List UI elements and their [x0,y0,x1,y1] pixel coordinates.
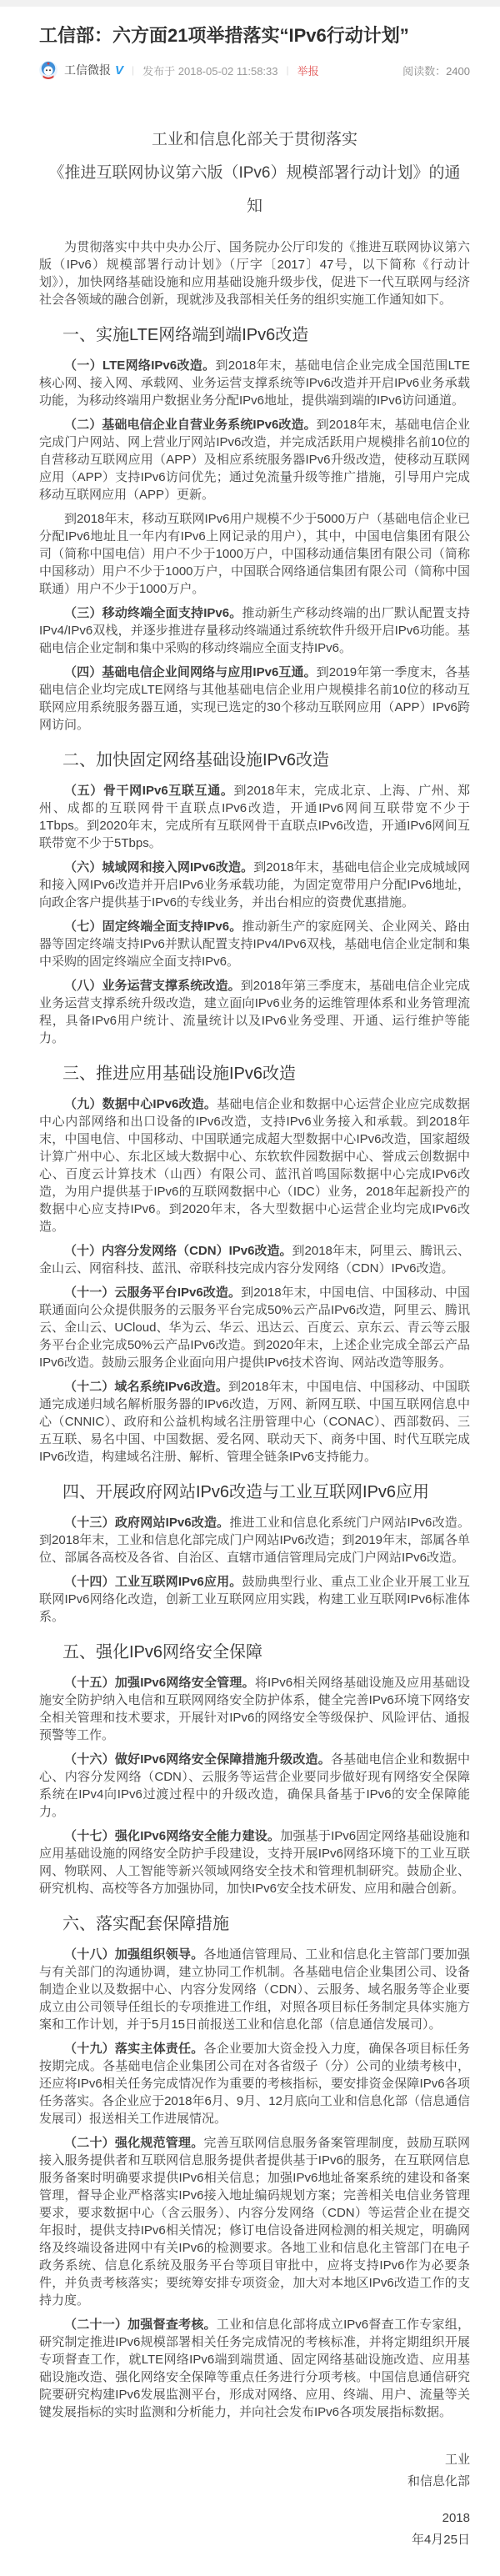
publish-time: 发布于 2018-05-02 11:58:33 [142,64,278,78]
article-paragraph: （一）LTE网络IPv6改造。到2018年末，基础电信企业完成全国范围LTE核心网、接入网、承载网、业务运营支撑系统等IPv6改造并开启IPv6业务承载功能，为移动终端用户数据业务分配IPv6地址，提供端到端的IPv6访问通道。 [39,358,470,408]
article-paragraph: （十三）政府网站IPv6改造。推进工业和信息化系统门户网站IPv6改造。到2018年末，工业和信息化部完成门户网站IPv6改造；到2019年末，部属各单位、部属各高校及各省、自治区、直辖市通信管理局完成门户网站IPv6改造。 [39,1516,470,1565]
article-paragraph: （二）基础电信企业自营业务系统IPv6改造。到2018年末，基础电信企业完成门户网站、网上营业厅网站IPv6改造，并完成活跃用户规模排名前10位的自营移动互联网应用（APP）及相应系统服务器IPv6升级改造，使移动互联网应用（APP）支持IPv6访问优先；通过免流量升级等推广措施，引导用户完成移动互联网应用（APP）更新。 [39,418,470,502]
article-paragraph: 到2018年末，移动互联网IPv6用户规模不少于5000万户（基础电信企业已分配IPv6地址且一年内有IPv6上网记录的用户），其中，中国电信集团有限公司（简称中国电信）用户不少于1000万户，中国移动通信集团有限公司（简称中国移动）用户不少于1000万户，中国联合网络通信集团有限公司（简称中国联通）用户不少于1000万户。 [39,512,470,596]
author-avatar[interactable] [39,61,58,79]
article-paragraph: （六）城域网和接入网IPv6改造。到2018年末，基础电信企业完成城域网和接入网IPv6改造并开启IPv6业务承载功能，为固定宽带用户分配IPv6地址，向政企客户提供基于IPv6的专线业务，并出台相应的资费优惠措施。 [39,860,471,910]
paragraph-lead: （十）内容分发网络（CDN）IPv6改造。 [64,1244,292,1258]
page-top-strip [0,0,500,7]
paragraph-lead: （十七）强化IPv6网络安全能力建设。 [64,1829,281,1843]
paragraph-lead: （三）移动终端全面支持IPv6。 [64,606,242,620]
article-paragraph: （八）业务运营支撑系统改造。到2018年第三季度末，基础电信企业完成业务运营支撑系统升级改造，建立面向IPv6业务的运维管理体系和业务管理流程，具备IPv6用户统计、流量统计以及IPv6业务受理、开通、运行维护等能力。 [39,979,470,1045]
section-heading: 四、开展政府网站IPv6改造与工业互联网IPv6应用 [62,1483,430,1501]
signature-date [39,2508,470,2551]
section-heading: 二、加快固定网络基础设施IPv6改造 [62,751,330,769]
paragraph-lead: （十九）落实主体责任。 [64,2042,204,2056]
article-container [0,23,500,2576]
article-body [39,238,470,2551]
sections [39,323,470,2421]
document-title [48,123,462,223]
report-link[interactable]: 举报 [297,64,319,78]
intro-paragraph: 为贯彻落实中共中央办公厅、国务院办公厅印发的《推进互联网协议第六版（IPv6）规模部署行动计划》（厅字〔2017〕47号，以下简称《行动计划》），加快网络基础设施和应用基础设施升级步伐，促进下一代互联网与经济社会各领域的融合创新，现就涉及我部相关任务的组织实施工作通知如下。 [39,240,470,307]
article-paragraph: （九）数据中心IPv6改造。基础电信企业和数据中心运营企业应完成数据中心内部网络和出口设备的IPv6改造，支持IPv6业务接入和承载。到2018年末，中国电信、中国移动、中国联通完成超大型数据中心IPv6改造，国家超级计算广州中心、东北区域大数据中心、东软软件园数据中心、誉成云创数据中心、百度云计算技术（山西）有限公司、蓝汛首鸣国际数据中心完成IPv6改造，为用户提供基于IPv6的互联网数据中心（IDC）业务，2018年起新投产的数据中心应支持IPv6。到2020年末，各大型数据中心运营企业均完成IPv6改造。 [39,1097,470,1234]
article-paragraph: （十一）云服务平台IPv6改造。到2018年末，中国电信、中国移动、中国联通面向公众提供服务的云服务平台完成50%云产品IPv6改造，阿里云、腾讯云、金山云、UCloud、华为云、华云、迅达云、百度云、京东云、青云等云服务平台企业完成50%云产品IPv6改造。到2020年末，上述企业完成全部云产品IPv6改造。鼓励云服务企业面向用户提供IPv6技术咨询、网站改造等服务。 [39,1285,471,1370]
signature-block [39,2449,470,2551]
document-title-line1: 工业和信息化部关于贯彻落实 [151,131,358,148]
verified-badge: V [115,63,124,78]
article-meta-row [39,60,470,80]
paragraph-lead: （十一）云服务平台IPv6改造。 [64,1285,242,1300]
paragraph-lead: （二十一）加强督查考核。 [64,2318,217,2332]
section-heading: 三、推进应用基础设施IPv6改造 [62,1065,297,1083]
article-paragraph: （十五）加强IPv6网络安全管理。将IPv6相关网络基础设施及应用基础设施安全防护纳入电信和互联网网络安全防护体系，健全完善IPv6环境下网络安全相关管理和技术要求，开展针对IPv6的网络安全等级保护、风险评估、通报预警等工作。 [39,1676,470,1742]
article-paragraph: （四）基础电信企业间网络与应用IPv6互通。到2019年第一季度末，各基础电信企业均完成LTE网络与其他基础电信企业用户规模排名前10位的移动互联网应用系统服务器互通，实现已选定的30个移动互联网应用（APP）IPv6跨网访问。 [39,665,470,732]
article-paragraph: （十六）做好IPv6网络安全保障措施升级改造。各基础电信企业和数据中心、内容分发网络（CDN）、云服务等运营企业要同步做好现有网络安全保障系统在IPv4向IPv6过渡过程中的升级改造，确保具备基于IPv6的安全保障能力。 [39,1752,470,1819]
section-heading: 六、落实配套保障措施 [62,1915,229,1933]
article-paragraph: （五）骨干网IPv6互联互通。到2018年末，完成北京、上海、广州、郑州、成都的互联网骨干直联点IPv6改造，开通IPv6网间互联带宽不少于1Tbps。到2020年末，完成所有互联网骨干直联点IPv6改造，开通IPv6网间互联带宽不少于5Tbps。 [39,784,471,850]
article-paragraph: （二十）强化规范管理。完善互联网信息服务备案管理制度，鼓励互联网接入服务提供者和互联网信息服务提供者提供基于IPv6的服务，在互联网信息服务备案时明确要求提供IPv6相关信息；加强IPv6地址备案系统的建设和备案管理，督导企业严格落实IPv6接入地址编码规划方案；完善相关电信业务管理要求，要求数据中心（含云服务）、内容分发网络（CDN）等运营企业在提交年报时，提供支持IPv6相关情况；修订电信设备进网检测的相关规定，明确网络及终端设备进网中有关IPv6的检测要求。各地工业和信息化主管部门在电子政务系统、信息化系统及服务平台等项目审批中，应将支持IPv6作为必要条件，并负责考核落实；要统筹安排专项资金，加大对本地区IPv6改造工作的支持力度。 [39,2136,470,2308]
article-paragraph: （十九）落实主体责任。各企业要加大资金投入力度，确保各项目标任务按期完成。各基础电信企业集团公司在对各省级子（分）公司的业绩考核中，还应将IPv6相关任务完成情况作为重要的考核指标，要安排资金保障IPv6各项任务落实。各企业应于2018年6月、9月、12月底向工业和信息化部（信息通信发展司）报送相关工作进展情况。 [39,2042,470,2126]
signature-org-line: 和信息化部 [407,2474,470,2488]
signature-org [39,2449,470,2493]
paragraph-lead: （四）基础电信企业间网络与应用IPv6互通。 [64,665,317,679]
article-paragraph: （十八）加强组织领导。各地通信管理局、工业和信息化主管部门要加强与有关部门的沟通协调，建立协同工作机制。各基础电信企业集团公司、设备制造企业以及数据中心、内容分发网络（CDN）、云服务、域名服务等企业要成立由公司领导任组长的专项推进工作组，对照各项目标任务制定具体实施方案和工作计划，并于5月15日前报送工业和信息化部（信息通信发展司）。 [39,1947,470,2032]
document-title-line2: 《推进互联网协议第六版（IPv6）规模部署行动计划》的通知 [48,164,461,215]
signature-date-line: 2018 [442,2511,470,2525]
meta-divider: | [286,64,289,76]
signature-org-line: 工业 [444,2453,470,2467]
section-heading: 一、实施LTE网络端到端IPv6改造 [62,326,309,344]
paragraph-lead: （十四）工业互联网IPv6应用。 [64,1575,242,1589]
paragraph-lead: （六）城域网和接入网IPv6改造。 [64,860,254,875]
paragraph-lead: （十三）政府网站IPv6改造。 [64,1516,230,1530]
paragraph-lead: （十五）加强IPv6网络安全管理。 [64,1676,255,1690]
article-paragraph: （十二）域名系统IPv6改造。到2018年末，中国电信、中国移动、中国联通完成递归域名解析服务器的IPv6改造，万网、新网互联、中国互联网信息中心（CNNIC）、政府和公益机构域名注册管理中心（CONAC）、西部数码、三五互联、易名中国、中国数据、爱名网、联动天下、商务中国、时代互联完成IPv6改造，构建域名注册、解析、管理全链条IPv6支持能力。 [39,1380,471,1464]
read-count: 阅读数：2400 [402,64,470,78]
article-paragraph: （十）内容分发网络（CDN）IPv6改造。到2018年末，阿里云、腾讯云、金山云、网宿科技、蓝汛、帝联科技完成内容分发网络（CDN）IPv6改造。 [39,1244,471,1275]
paragraph-lead: （十六）做好IPv6网络安全保障措施升级改造。 [64,1752,331,1767]
meta-divider: | [132,64,135,76]
article-paragraph: （七）固定终端全面支持IPv6。推动新生产的家庭网关、企业网关、路由器等固定终端支持IPv6并默认配置支持IPv4/IPv6双栈，基础电信企业定制和集中采购的固定终端应全面支持IPv6。 [39,920,470,969]
paragraph-lead: （五）骨干网IPv6互联互通。 [64,784,234,798]
article-paragraph: （十七）强化IPv6网络安全能力建设。加强基于IPv6固定网络基础设施和应用基础设施的网络安全防护手段建设，支持开展IPv6网络环境下的工业互联网、物联网、人工智能等新兴领域网络安全技术和管理机制研究。鼓励企业、研究机构、高校等各方加强协同，加快IPv6安全技术研发、应用和融合创新。 [39,1829,470,1896]
paragraph-lead: （一）LTE网络IPv6改造。 [64,358,216,373]
paragraph-lead: （八）业务运营支撑系统改造。 [64,979,241,993]
page-title: 工信部：六方面21项举措落实“IPv6行动计划” [39,25,409,46]
paragraph-lead: （七）固定终端全面支持IPv6。 [64,920,242,934]
article-paragraph: （二十一）加强督查考核。工业和信息化部将成立IPv6督查工作专家组，研究制定推进IPv6规模部署相关任务完成情况的考核标准，并将定期组织开展专项督查工作，就LTE网络IPv6端到端贯通、固定网络基础设施改造、应用基础设施改造、强化网络安全保障等重点任务进行分项考核。中国信息通信研究院要研究构建IPv6发展监测平台，形成对网络、应用、终端、用户、流量等关键发展指标的实时监测和分析能力，并向社会发布IPv6各项发展指标数据。 [39,2318,470,2419]
paragraph-lead: （十八）加强组织领导。 [64,1947,204,1962]
section-heading: 五、强化IPv6网络安全保障 [62,1643,263,1661]
paragraph-lead: （十二）域名系统IPv6改造。 [64,1380,229,1394]
paragraph-lead: （二）基础电信企业自营业务系统IPv6改造。 [64,418,317,432]
paragraph-lead: （二十）强化规范管理。 [64,2136,204,2150]
mascot-avatar-icon [39,61,58,79]
article-paragraph: （三）移动终端全面支持IPv6。推动新生产移动终端的出厂默认配置支持IPv4/IPv6双栈，并逐步推进存量移动终端通过系统软件升级开启IPv6功能。基础电信企业定制和集中采购的移动终端应全面支持IPv6。 [39,606,470,655]
signature-date-line: 年4月25日 [411,2533,470,2547]
article-paragraph: （十四）工业互联网IPv6应用。鼓励典型行业、重点工业企业开展工业互联网IPv6网络化改造，创新工业互联网应用实践，构建工业互联网IPv6标准体系。 [39,1575,470,1624]
paragraph-lead: （九）数据中心IPv6改造。 [64,1097,218,1111]
author-name[interactable]: 工信微报 [64,63,111,77]
